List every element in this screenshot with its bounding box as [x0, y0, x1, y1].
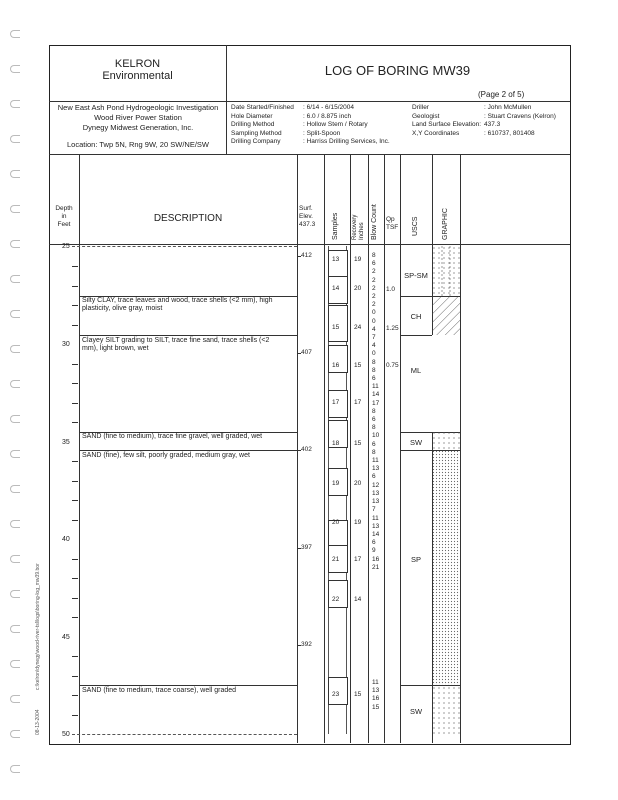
header-text: TSF — [386, 224, 399, 231]
graphic-log — [432, 246, 460, 734]
uscs-code: SW — [409, 438, 423, 447]
blow-count: 13 — [372, 687, 380, 695]
depth-label: 25 — [62, 243, 70, 250]
graphic-header: GRAPHIC — [442, 208, 449, 240]
graphic-sp-sm — [432, 246, 460, 296]
blow-count: 9 — [372, 547, 376, 555]
depth-label: 50 — [62, 731, 70, 738]
layer-description: Silty CLAY, trace leaves and wood, trace shells (<2 mm), high plasticity, olive gray, moist — [82, 297, 273, 312]
blow-count: 15 — [372, 703, 380, 711]
depth-label: 45 — [62, 634, 70, 641]
depth-label: 40 — [62, 536, 70, 543]
blow-count: 6 — [372, 260, 376, 268]
blow-count: 2 — [372, 268, 376, 276]
uscs-code: SP-SM — [404, 271, 428, 280]
recovery-value: 24 — [354, 324, 362, 331]
info-value: : Harriss Drilling Services, Inc. — [303, 138, 390, 145]
header-text: Surf. — [299, 205, 313, 212]
graphic-sp — [432, 450, 460, 685]
blow-count: 6 — [372, 375, 376, 383]
sample-number: 13 — [332, 256, 340, 263]
qp-value: 0.75 — [386, 362, 399, 369]
page-label: (Page 2 of 5) — [478, 90, 525, 99]
blow-count: 7 — [372, 506, 376, 514]
layer-description: Clayey SILT grading to SILT, trace fine sand, trace shells (<2 mm), light brown, wet — [82, 337, 270, 352]
depth-header — [49, 205, 79, 229]
header-text: Depth — [55, 205, 73, 212]
recovery-value: 14 — [354, 596, 362, 603]
company-name: KELRON — [114, 58, 161, 70]
info-value: : Hollow Stem / Rotary — [303, 121, 368, 128]
header-text: Elev. — [299, 213, 313, 220]
sample-number: 21 — [332, 556, 340, 563]
recovery-value: 15 — [354, 440, 362, 447]
sample-number: 22 — [332, 596, 340, 603]
graphic-sw — [432, 432, 460, 450]
info-label: Date Started/Finished — [231, 104, 294, 111]
blow-count: 6 — [372, 440, 376, 448]
blow-count: 2 — [372, 276, 376, 284]
info-label: Driller — [412, 104, 429, 111]
info-label: Drilling Method — [231, 121, 275, 128]
uscs-code: ML — [410, 366, 422, 375]
blow-count: 6 — [372, 539, 376, 547]
blow-count: 2 — [372, 301, 376, 309]
header-text: Feet — [57, 221, 71, 228]
personnel-info-labels — [412, 104, 481, 138]
sample-number: 15 — [332, 324, 340, 331]
info-label: Hole Diameter — [231, 112, 273, 120]
sample-number: 19 — [332, 480, 340, 487]
qp-header — [386, 216, 398, 232]
blow-count: 0 — [372, 350, 376, 358]
blow-count: 4 — [372, 342, 376, 350]
recovery-value: 19 — [354, 256, 362, 263]
log-frame — [49, 45, 571, 745]
blow-count: 8 — [372, 366, 376, 374]
blow-count: 2 — [372, 293, 376, 301]
samples-header: Samples — [332, 212, 339, 240]
blow-count: 11 — [372, 383, 379, 391]
header-text: in — [61, 213, 67, 220]
blow-count: 17 — [372, 399, 380, 407]
elevation-value: 397 — [301, 544, 312, 551]
qp-value: 1.0 — [386, 286, 396, 293]
uscs-code: CH — [410, 312, 422, 321]
blow-count: 12 — [372, 481, 380, 489]
info-value: 437.3 — [484, 121, 501, 128]
info-label: X,Y Coordinates — [412, 129, 460, 137]
blow-count: 2 — [372, 284, 376, 292]
blow-count: 6 — [372, 473, 376, 481]
project-name: New East Ash Pond Hydrogeologic Investigation — [57, 103, 219, 112]
sample-number: 23 — [332, 691, 340, 698]
graphic-ml — [432, 335, 460, 432]
personnel-info-values — [484, 104, 556, 138]
layer-description: SAND (fine to medium, trace coarse), well graded — [82, 687, 237, 694]
blow-count: 16 — [372, 555, 380, 563]
uscs-code: SP — [410, 555, 421, 564]
recovery-value: 17 — [354, 556, 362, 563]
elevation-value: 412 — [301, 252, 312, 259]
header-text: 437.3 — [299, 221, 316, 228]
depth-label: 35 — [62, 439, 70, 446]
sample-number: 18 — [332, 440, 340, 447]
blow-count: 13 — [372, 465, 380, 473]
blow-count-column — [372, 252, 379, 572]
blow-count-header: Blow Count — [371, 204, 378, 240]
drilling-info-values — [303, 104, 390, 147]
client-name: Dynegy Midwest Generation, Inc. — [82, 123, 194, 132]
info-label: Sampling Method — [231, 129, 282, 137]
info-value: : John McMullen — [484, 104, 532, 111]
blow-count: 0 — [372, 309, 376, 317]
uscs-header: USCS — [412, 216, 419, 236]
depth-label: 30 — [62, 341, 70, 348]
blow-count: 21 — [372, 563, 380, 571]
blow-count: 16 — [372, 695, 380, 703]
blow-count: 10 — [372, 432, 380, 440]
recovery-value: 15 — [354, 691, 362, 698]
info-value: : Stuart Cravens (Kelron) — [484, 112, 556, 120]
log-title: LOG OF BORING MW39 — [324, 63, 471, 78]
sample-number: 16 — [332, 362, 340, 369]
graphic-ch — [432, 296, 460, 335]
blow-count: 8 — [372, 407, 376, 415]
recovery-value: 17 — [354, 399, 362, 406]
info-label: Land Surface Elevation: — [412, 121, 482, 128]
recovery-header-units: Inches — [359, 222, 365, 240]
blow-count: 6 — [372, 416, 376, 424]
site-name: Wood River Power Station — [94, 113, 182, 122]
header-text: Qp — [386, 216, 395, 223]
blow-count-column-bottom — [372, 679, 379, 712]
blow-count: 14 — [372, 530, 380, 538]
elevation-value: 392 — [301, 641, 312, 648]
recovery-header: Recovery — [352, 214, 358, 240]
info-label: Geologist — [412, 112, 440, 120]
qp-value: 1.25 — [386, 325, 399, 332]
blow-count: 13 — [372, 498, 380, 506]
recovery-value: 15 — [354, 362, 362, 369]
info-value: : 6/14 - 6/15/2004 — [303, 104, 354, 111]
blow-count: 8 — [372, 424, 376, 432]
info-value: : 610737, 801408 — [484, 129, 535, 137]
description-header: DESCRIPTION — [153, 213, 223, 224]
blow-count: 11 — [372, 514, 379, 522]
blow-count: 11 — [372, 457, 379, 465]
file-path-note: c:\kelron\dynegy\wood-river-tsl\logs\boring-log_mw39.bor — [35, 563, 41, 690]
company-subtitle: Environmental — [102, 70, 173, 82]
elevation-value: 402 — [301, 446, 312, 453]
blow-count: 11 — [372, 679, 379, 686]
uscs-code: SW — [409, 707, 423, 716]
layer-description: SAND (fine), few silt, poorly graded, medium gray, wet — [82, 452, 250, 459]
blow-count: 0 — [372, 317, 376, 325]
blow-count: 13 — [372, 522, 380, 530]
sample-number: 20 — [332, 519, 340, 526]
blow-count: 4 — [372, 325, 376, 333]
recovery-value: 19 — [354, 519, 362, 526]
elevation-value: 407 — [301, 349, 312, 356]
drilling-info-labels — [231, 104, 294, 147]
blow-count: 8 — [372, 448, 376, 456]
recovery-value: 20 — [354, 285, 362, 292]
blow-count: 8 — [372, 358, 376, 366]
blow-count: 8 — [372, 252, 376, 259]
blow-count: 13 — [372, 489, 380, 497]
sample-number: 17 — [332, 399, 340, 406]
location: Location: Twp 5N, Rng 9W, 20 SW/NE/SW — [66, 140, 209, 149]
graphic-sw-lower — [432, 685, 460, 734]
info-label: Drilling Company — [231, 138, 281, 145]
print-date-note: 08-13-2004 — [35, 709, 41, 735]
layer-description: SAND (fine to medium), trace fine gravel, well graded, wet — [82, 433, 263, 440]
surface-elevation-header — [299, 205, 315, 229]
blow-count: 7 — [372, 334, 376, 342]
recovery-value: 20 — [354, 480, 362, 487]
blow-count: 14 — [372, 391, 380, 399]
info-value: : Split-Spoon — [303, 129, 341, 137]
info-value: : 6.0 / 8.875 inch — [303, 112, 352, 120]
sample-number: 14 — [332, 285, 340, 292]
